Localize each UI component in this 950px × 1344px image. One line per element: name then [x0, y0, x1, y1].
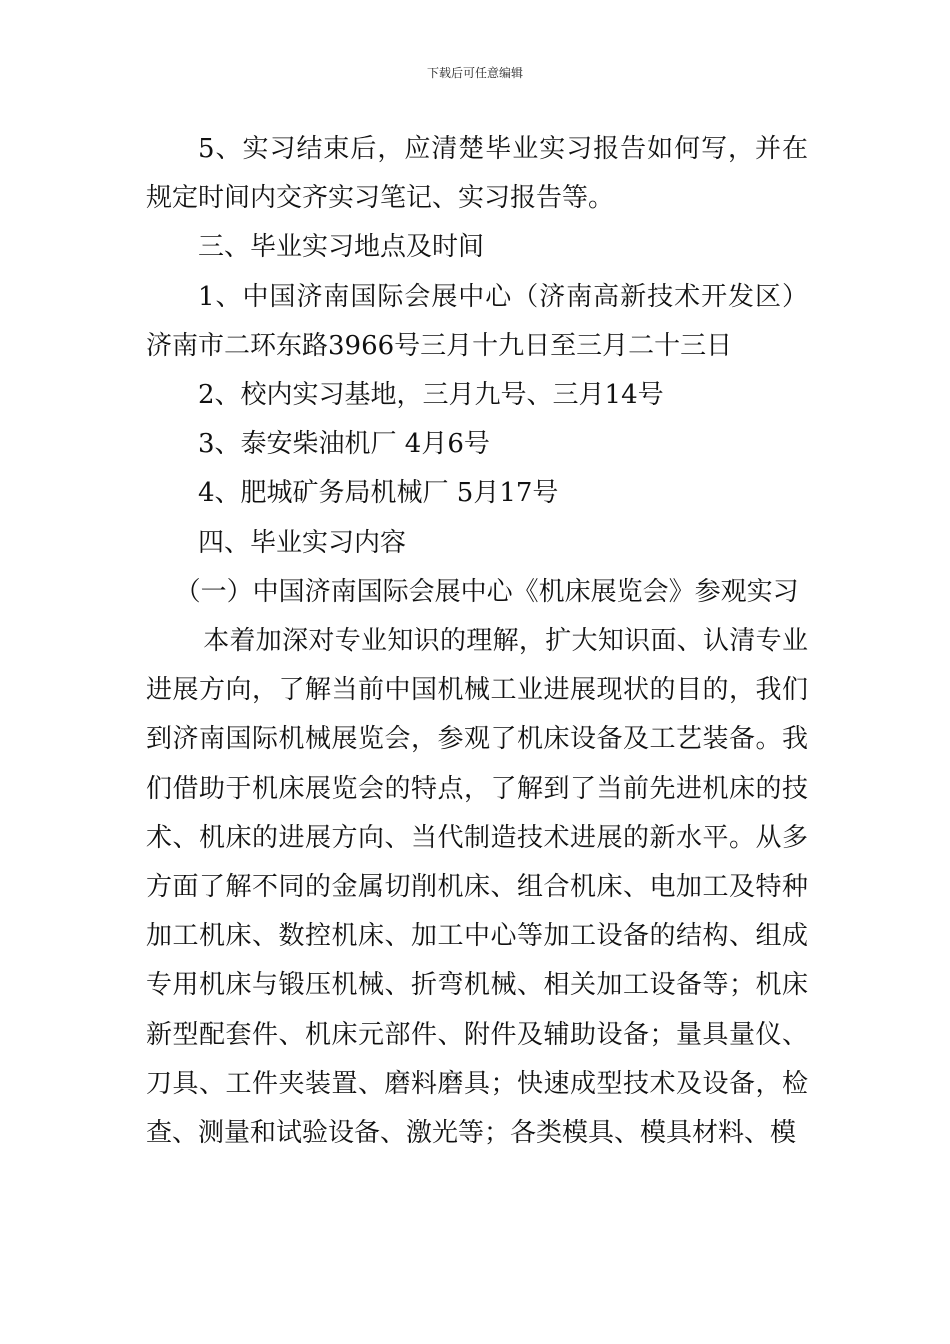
paragraph-exhibition-body: 本着加深对专业知识的理解，扩大知识面、认清专业进展方向，了解当前中国机械工业进展现状的目的，我们到济南国际机械展览会，参观了机床设备及工艺装备。我们借助于机床展览会的特点，了解到了当前先进机床的技术、机床的进展方向、当代制造技术进展的新水平。从多方面了解不同的金属切削机床、组合机床、电加工及特种加工机床、数控机床、加工中心等加工设备的结构、组成专用机床与锻压机械、折弯机械、相关加工设备等；机床新型配套件、机床元部件、附件及辅助设备；量具量仪、刀具、工件夹装置、磨料磨具；快速成型技术及设备，检查、测量和试验设备、激光等；各类模具、模具材料、模: [146, 626, 808, 1149]
page-header-note: 下载后可任意编辑: [426, 66, 523, 80]
subsection-heading-exhibition: （一）中国济南国际会展中心《机床展览会》参观实习: [174, 576, 799, 607]
paragraph-location-4: 4、肥城矿务局机械厂 5月17号: [198, 478, 559, 509]
document-body: [146, 125, 808, 1158]
paragraph-location-2: 2、校内实习基地，三月九号、三月14号: [198, 380, 664, 411]
section-heading-internship-content: 四、毕业实习内容: [198, 527, 407, 558]
paragraph-location-1: 1、中国济南国际会展中心（济南高新技术开发区）济南市二环东路3966号三月十九日至三月二十三日: [146, 281, 808, 361]
paragraph-location-3: 3、泰安柴油机厂 4月6号: [198, 429, 490, 460]
section-heading-location-time: 三、毕业实习地点及时间: [198, 232, 485, 263]
paragraph-item-5: 5、实习结束后，应清楚毕业实习报告如何写，并在规定时间内交齐实习笔记、实习报告等。: [146, 134, 808, 214]
